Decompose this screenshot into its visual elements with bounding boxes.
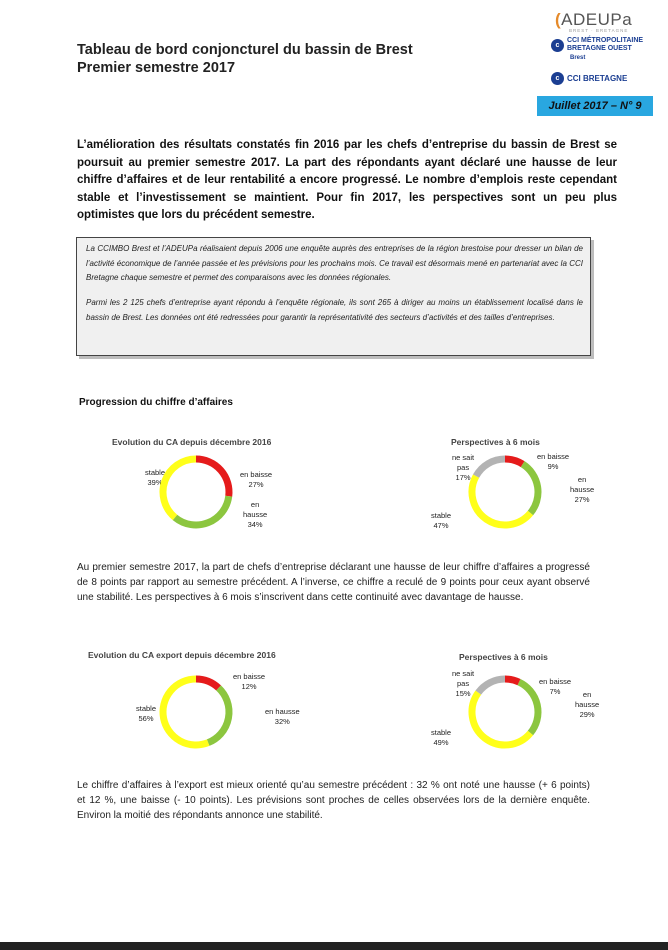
slice-label-line: pas <box>457 679 470 688</box>
cci-logo-line1: CCI MÉTROPOLITAINE <box>567 37 644 44</box>
donut-chart <box>465 452 545 532</box>
slice-label-line: 12% <box>241 682 257 691</box>
slice-label-line: hausse <box>243 510 268 519</box>
slice-label-line: en <box>577 475 587 484</box>
slice-label-line: ne sait <box>452 453 475 462</box>
cci-bretagne-logo-icon: c <box>551 72 564 85</box>
slice-label-en-hausse <box>575 690 599 720</box>
slice-label-line: 9% <box>547 462 559 471</box>
slice-label-line: pas <box>457 463 470 472</box>
slice-label-line: 7% <box>549 687 561 696</box>
slice-label-line: en baisse <box>537 452 570 461</box>
donut-slice-en-baisse <box>196 679 219 688</box>
slice-label-line: stable <box>136 704 157 713</box>
donut-chart <box>156 452 236 532</box>
donut-chart <box>156 672 236 752</box>
donut-slice-en-hausse <box>208 688 229 743</box>
slice-label-line: stable <box>431 728 452 737</box>
slice-label-line: en hausse <box>265 707 300 716</box>
donut-slice-stable <box>163 679 208 745</box>
slice-label-line: en baisse <box>233 672 266 681</box>
slice-label-line: stable <box>431 511 452 520</box>
slice-label-en-baisse <box>233 672 265 692</box>
cci-logo-icon: c <box>551 39 564 52</box>
slice-label-line: 56% <box>138 714 154 723</box>
slice-label-line: 17% <box>455 473 471 482</box>
slice-label-stable <box>431 728 451 748</box>
chart-title: Perspectives à 6 mois <box>459 652 548 662</box>
chart-title: Evolution du CA depuis décembre 2016 <box>112 437 272 447</box>
slice-label-en-hausse <box>570 475 594 505</box>
adeupa-logo <box>555 10 632 30</box>
slice-label-line: 27% <box>574 495 590 504</box>
slice-label-line: 27% <box>248 480 264 489</box>
slice-label-line: 32% <box>274 717 290 726</box>
chart-title: Perspectives à 6 mois <box>451 437 540 447</box>
slice-label-en-hausse <box>265 707 300 727</box>
cci-metropolitaine-logo <box>567 37 643 53</box>
slice-label-line: 39% <box>147 478 163 487</box>
donut-chart <box>465 672 545 752</box>
slice-label-line: ne sait <box>452 669 475 678</box>
slice-label-line: en baisse <box>539 677 572 686</box>
adeupa-logo-mark: ( <box>555 10 562 29</box>
donut-slice-en-baisse <box>505 459 523 464</box>
donut-slice-en-baisse <box>505 679 519 682</box>
donut-slice-stable <box>163 459 196 517</box>
methodology-paragraph-2: Parmi les 2 125 chefs d’entreprise ayant répondu à l’enquête régionale, ils sont 265 à diriger au moins un établissement localisé dans le bassin de Brest. Les données ont été redressées pour garantir la représentativité des secteurs d’activités et des tailles d’entreprises. <box>86 298 583 322</box>
donut-slice-stable <box>472 693 530 745</box>
donut-slice-stable <box>472 476 530 525</box>
intro-paragraph: L’amélioration des résultats constatés fin 2016 par les chefs d’entreprise du bassin de Brest se poursuit au premier semestre 2017. La part des répondants ayant déclaré une hausse de leur chiffre d’affaires et de leur rentabilité a encore progressé. Le nombre d’emplois reste cependant stable et l’investissement se maintient. Pour fin 2017, les perspectives sont un peu plus optimistes que lors du précédent semestre. <box>77 139 617 222</box>
export-commentary: Le chiffre d’affaires à l’export est mieux orienté qu’au semestre précédent : 32 % ont noté une hausse (+ 6 points) et 12 %, une baisse (- 10 points). Les prévisions sont proches de celles observées lors de la dernière enquête. Environ la moitié des répondants annonce une stabilité. <box>77 780 590 821</box>
slice-label-stable <box>136 704 156 724</box>
slice-label-line: 15% <box>455 689 471 698</box>
slice-label-stable <box>431 511 451 531</box>
issue-date-badge: Juillet 2017 – N° 9 <box>537 96 653 116</box>
ca-commentary: Au premier semestre 2017, la part de chefs d’entreprise déclarant une hausse de leur chiffre d’affaires a progressé de 8 points par rapport au semestre précédent. A l’inverse, ce chiffre a reculé de 9 points pour ceux ayant observé une stabilité. Les perspectives à 6 mois s’inscrivent dans cette continuité avec davantage de hausse. <box>77 562 590 603</box>
donut-slice-ne-sait-pas <box>476 459 505 476</box>
slice-label-line: 49% <box>433 738 449 747</box>
page-title: Tableau de bord conjoncturel du bassin de Brest <box>77 42 413 58</box>
slice-label-line: hausse <box>570 485 595 494</box>
slice-label-line: 34% <box>247 520 263 529</box>
donut-slice-en-hausse <box>175 496 229 525</box>
page-subtitle: Premier semestre 2017 <box>77 60 236 76</box>
methodology-box <box>76 237 591 356</box>
slice-label-line: hausse <box>575 700 600 709</box>
chart-title: Evolution du CA export depuis décembre 2016 <box>88 650 276 660</box>
slice-label-line: en baisse <box>240 470 273 479</box>
donut-slice-ne-sait-pas <box>478 679 505 693</box>
slice-label-line: en <box>250 500 260 509</box>
cci-logo-line2: BRETAGNE OUEST <box>567 45 632 52</box>
adeupa-logo-tagline: BREST · BRETAGNE <box>569 28 629 33</box>
donut-slice-en-baisse <box>196 459 229 496</box>
donut-slice-en-hausse <box>519 682 538 733</box>
slice-label-line: 29% <box>579 710 595 719</box>
slice-label-line: 47% <box>433 521 449 530</box>
donut-slice-en-hausse <box>523 464 538 513</box>
cci-logo-city: Brest <box>570 55 586 61</box>
adeupa-logo-text: ADEUPa <box>561 10 633 29</box>
footer-bar <box>0 942 668 950</box>
slice-label-line: en <box>582 690 592 699</box>
slice-label-en-hausse <box>243 500 267 530</box>
methodology-paragraph-1: La CCIMBO Brest et l’ADEUPa réalisaient depuis 2006 une enquête auprès des entreprises de la région brestoise pour dresser un bilan de l’activité économique de l’année passée et les prévisions pour les prochains mois. Ce travail est désormais mené en partenariat avec la CCI Bretagne chaque semestre et permet des comparaisons avec les données régionales. <box>86 244 583 282</box>
section-title: Progression du chiffre d’affaires <box>79 397 233 408</box>
slice-label-en-baisse <box>240 470 272 490</box>
slice-label-line: stable <box>145 468 166 477</box>
cci-bretagne-logo: CCI BRETAGNE <box>567 74 628 83</box>
